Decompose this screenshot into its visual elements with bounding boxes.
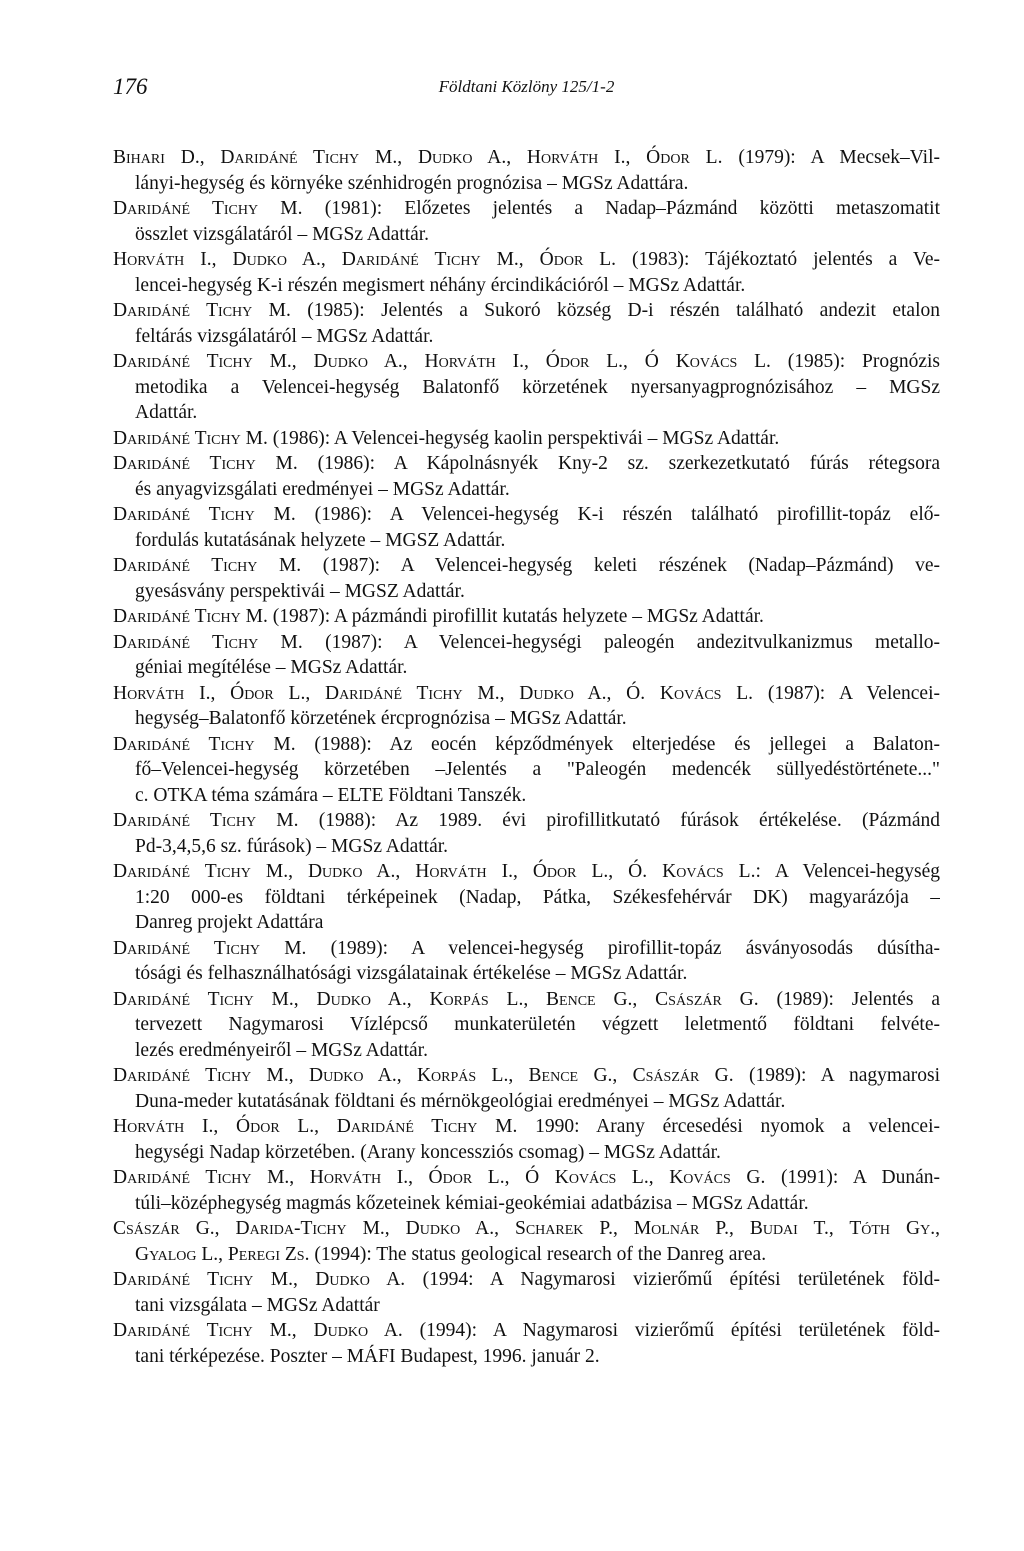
reference-line [113,936,940,962]
reference-text: Danreg projekt Adattára [135,912,324,933]
reference-entry [113,247,940,298]
reference-line [113,451,940,477]
reference-text: tósági és felhasználhatósági vizsgálatainak értékelése – MGSz Adattár. [135,963,688,984]
reference-text: lezés eredményeiről – MGSz Adattár. [135,1039,428,1061]
reference-text: (1987): A Velencei-hegységi paleogén andezitvulkanizmus metallo- [302,631,940,653]
reference-line [113,222,940,248]
reference-line [113,808,940,834]
reference-line [113,1293,940,1319]
reference-text: (1989): A nagymarosi [733,1065,940,1086]
reference-line [113,1242,940,1268]
reference-text: tani térképezése. Poszter – MÁFI Budapest, 1996. január 2. [135,1345,600,1367]
reference-text: géniai megítélése – MGSz Adattár. [135,657,408,678]
reference-line [113,426,940,452]
reference-text: (1986): A Kápolnásnyék Kny-2 sz. szerkezetkutató fúrás rétegsora [297,453,940,474]
references-list [113,145,940,1369]
reference-line [113,400,940,426]
reference-authors: Daridáné Tichy M., Dudko A., Korpás L., Bence G., Császár G. [113,1065,734,1086]
reference-entry [113,987,940,1064]
reference-authors: Daridáné Tichy M. [113,555,302,576]
reference-line [113,196,940,222]
reference-text: Adattár. [135,402,198,423]
reference-authors: Daridáné Tichy M. [113,427,268,449]
reference-authors: Daridáné Tichy M. [113,810,299,831]
reference-line [113,604,940,630]
reference-line [113,1165,940,1191]
reference-line [113,1140,940,1166]
reference-text: (1989): Jelentés a [758,988,940,1010]
reference-authors: Daridáné Tichy M., Horváth I., Ódor L., Ó Kovács L., Kovács G. [113,1167,766,1188]
reference-entry [113,502,940,553]
reference-entry [113,298,940,349]
reference-text: metodika a Velencei-hegység Balatonfő körzetének nyersanyagprognózisához – MGSz [135,376,940,398]
reference-text: összlet vizsgálatáról – MGSz Adattár. [135,223,430,245]
reference-entry [113,808,940,859]
reference-authors: Daridáné Tichy M. [113,606,268,627]
reference-line [113,859,940,885]
reference-line [113,706,940,732]
reference-text: gyesásvány perspektivái – MGSZ Adattár. [135,580,465,602]
reference-line [113,375,940,401]
reference-authors: Daridáné Tichy M. [113,504,296,525]
reference-text: Pd-3,4,5,6 sz. fúrások) – MGSz Adattár. [135,835,449,857]
reference-text: túli–középhegység magmás kőzeteinek kémiai-geokémiai adatbázisa – MGSz Adattár. [135,1192,809,1214]
reference-authors: Daridáné Tichy M., Dudko A., Horváth I., Ódor L., Ó Kovács L. [113,351,771,372]
reference-authors: Daridáné Tichy M., Dudko A. [113,1320,403,1341]
reference-text: hegység–Balatonfő körzetének ércprognózisa – MGSz Adattár. [135,708,627,729]
reference-authors: Daridáné Tichy M. [113,453,298,474]
reference-text: tervezett Nagymarosi Vízlépcső munkaterületén végzett leletmentő földtani felvéte- [135,1014,940,1035]
reference-line [113,528,940,554]
reference-authors: Horváth I., Ódor L., Daridáné Tichy M. [113,1116,518,1137]
reference-text: (1979): A Mecsek–Vil- [722,147,940,168]
reference-entry [113,451,940,502]
reference-text: lányi-hegység és környéke szénhidrogén prognózisa – MGSz Adattára. [135,172,689,194]
reference-line [113,987,940,1013]
reference-authors: Daridáné Tichy M. [113,937,307,959]
reference-text: 1:20 000-es földtani térképeinek (Nadap, Pátka, Székesfehérvár DK) magyarázója – [135,886,940,908]
reference-line [113,502,940,528]
reference-entry [113,553,940,604]
reference-line [113,273,940,299]
reference-line [113,1038,940,1064]
reference-entry [113,936,940,987]
reference-authors: Daridáné Tichy M. [113,631,303,653]
reference-text: (1985): Jelentés a Sukoró község D-i részén található andezit etalon [290,300,940,321]
reference-line [113,1012,940,1038]
reference-line [113,732,940,758]
reference-text: hegységi Nadap körzetében. (Arany koncessziós csomag) – MGSz Adattár. [135,1141,721,1163]
reference-authors: Császár G., Darida-Tichy M., Dudko A., Scharek P., Molnár P., Budai T., Tóth Gy., [113,1218,940,1239]
reference-line [113,145,940,171]
reference-text: (1983): Tájékoztató jelentés a Ve- [616,249,940,270]
reference-line [113,885,940,911]
reference-text: (1986): A Velencei-hegység K-i részén található pirofillit-topáz elő- [295,504,940,525]
reference-text: (1987): A pázmándi pirofillit kutatás helyzete – MGSz Adattár. [267,606,764,627]
reference-line [113,834,940,860]
reference-line [113,171,940,197]
reference-text: (1987): A Velencei- [753,682,940,704]
journal-title: Földtani Közlöny 125/1-2 [438,77,615,96]
reference-text: lencei-hegység K-i részén megismert néhány ércindikációról – MGSz Adattár. [135,274,746,296]
reference-entry [113,859,940,936]
reference-text: (1988): Az 1989. évi pirofillitkutató fúrások értékelése. (Pázmánd [298,810,940,831]
reference-text: fordulás kutatásának helyzete – MGSZ Adattár. [135,529,506,551]
reference-text: (1994): A Nagymarosi vizierőmű építési területének föld- [402,1320,940,1341]
reference-text: (1989): A velencei-hegység pirofillit-topáz ásványosodás dúsítha- [306,937,940,959]
reference-text: és anyagvizsgálati eredményei – MGSz Adattár. [135,478,510,500]
reference-entry [113,145,940,196]
reference-line [113,1216,940,1242]
reference-authors: Daridáné Tichy M., Dudko A., Korpás L., Bence G., Császár G. [113,988,759,1010]
reference-line [113,579,940,605]
reference-line [113,783,940,809]
reference-line [113,477,940,503]
reference-line [113,324,940,350]
reference-line [113,910,940,936]
reference-text: c. OTKA téma számára – ELTE Földtani Tanszék. [135,784,527,806]
reference-line [113,247,940,273]
reference-text: feltárás vizsgálatáról – MGSz Adattár. [135,325,434,347]
reference-entry [113,196,940,247]
reference-line [113,630,940,656]
reference-entry [113,1267,940,1318]
reference-line [113,298,940,324]
reference-authors: Daridáné Tichy M., Dudko A., Horváth I., Ódor L., Ó. Kovács L. [113,861,756,882]
reference-entry [113,1114,940,1165]
reference-text: fő–Velencei-hegység körzetében –Jelentés a "Paleogén medencék süllyedéstörténete..." [135,759,940,780]
reference-text: (1987): A Velencei-hegység keleti részének (Nadap–Pázmánd) ve- [301,555,940,576]
reference-entry [113,426,940,452]
reference-text: (1985): Prognózis [770,351,940,372]
reference-text: (1988): Az eocén képződmények elterjedése és jellegei a Balaton- [295,733,940,755]
reference-line [113,1191,940,1217]
reference-entry [113,349,940,426]
reference-entry [113,1063,940,1114]
reference-entry [113,681,940,732]
reference-entry [113,1216,940,1267]
reference-text: 1990: Arany ércesedési nyomok a velencei- [517,1116,940,1137]
reference-text: (1994: A Nagymarosi vizierőmű építési területének föld- [405,1269,940,1290]
page-number: 176 [113,74,148,99]
reference-entry [113,630,940,681]
reference-line [113,961,940,987]
reference-text: : A Velencei-hegység [755,861,940,882]
reference-entry [113,732,940,809]
reference-authors: Gyalog L., Peregi Zs. [135,1243,310,1265]
reference-authors: Daridáné Tichy M., Dudko A. [113,1269,406,1290]
reference-line [113,1114,940,1140]
reference-text: Duna-meder kutatásának földtani és mérnökgeológiai eredményei – MGSz Adattár. [135,1090,786,1112]
reference-text: tani vizsgálata – MGSz Adattár [135,1294,380,1316]
reference-line [113,1063,940,1089]
reference-line [113,553,940,579]
reference-line [113,1344,940,1370]
reference-authors: Horváth I., Ódor L., Daridáné Tichy M., Dudko A., Ó. Kovács L. [113,682,754,704]
reference-line [113,757,940,783]
reference-line [113,1089,940,1115]
reference-authors: Daridáné Tichy M. [113,300,291,321]
reference-line [113,349,940,375]
reference-text: (1981): Előzetes jelentés a Nadap–Pázmánd közötti metaszomatit [302,198,940,219]
reference-line [113,1267,940,1293]
reference-authors: Daridáné Tichy M. [113,733,296,755]
reference-entry [113,1318,940,1369]
reference-entry [113,1165,940,1216]
reference-entry [113,604,940,630]
reference-authors: Horváth I., Dudko A., Daridáné Tichy M., Ódor L. [113,249,617,270]
reference-line [113,655,940,681]
reference-text: (1991): A Dunán- [765,1167,940,1188]
reference-authors: Daridáné Tichy M. [113,198,303,219]
reference-text: (1986): A Velencei-hegység kaolin perspektivái – MGSz Adattár. [267,427,780,449]
reference-authors: Bihari D., Daridáné Tichy M., Dudko A., Horváth I., Ódor L. [113,147,723,168]
reference-line [113,1318,940,1344]
reference-line [113,681,940,707]
reference-text: (1994): The status geological research of the Danreg area. [309,1243,767,1265]
